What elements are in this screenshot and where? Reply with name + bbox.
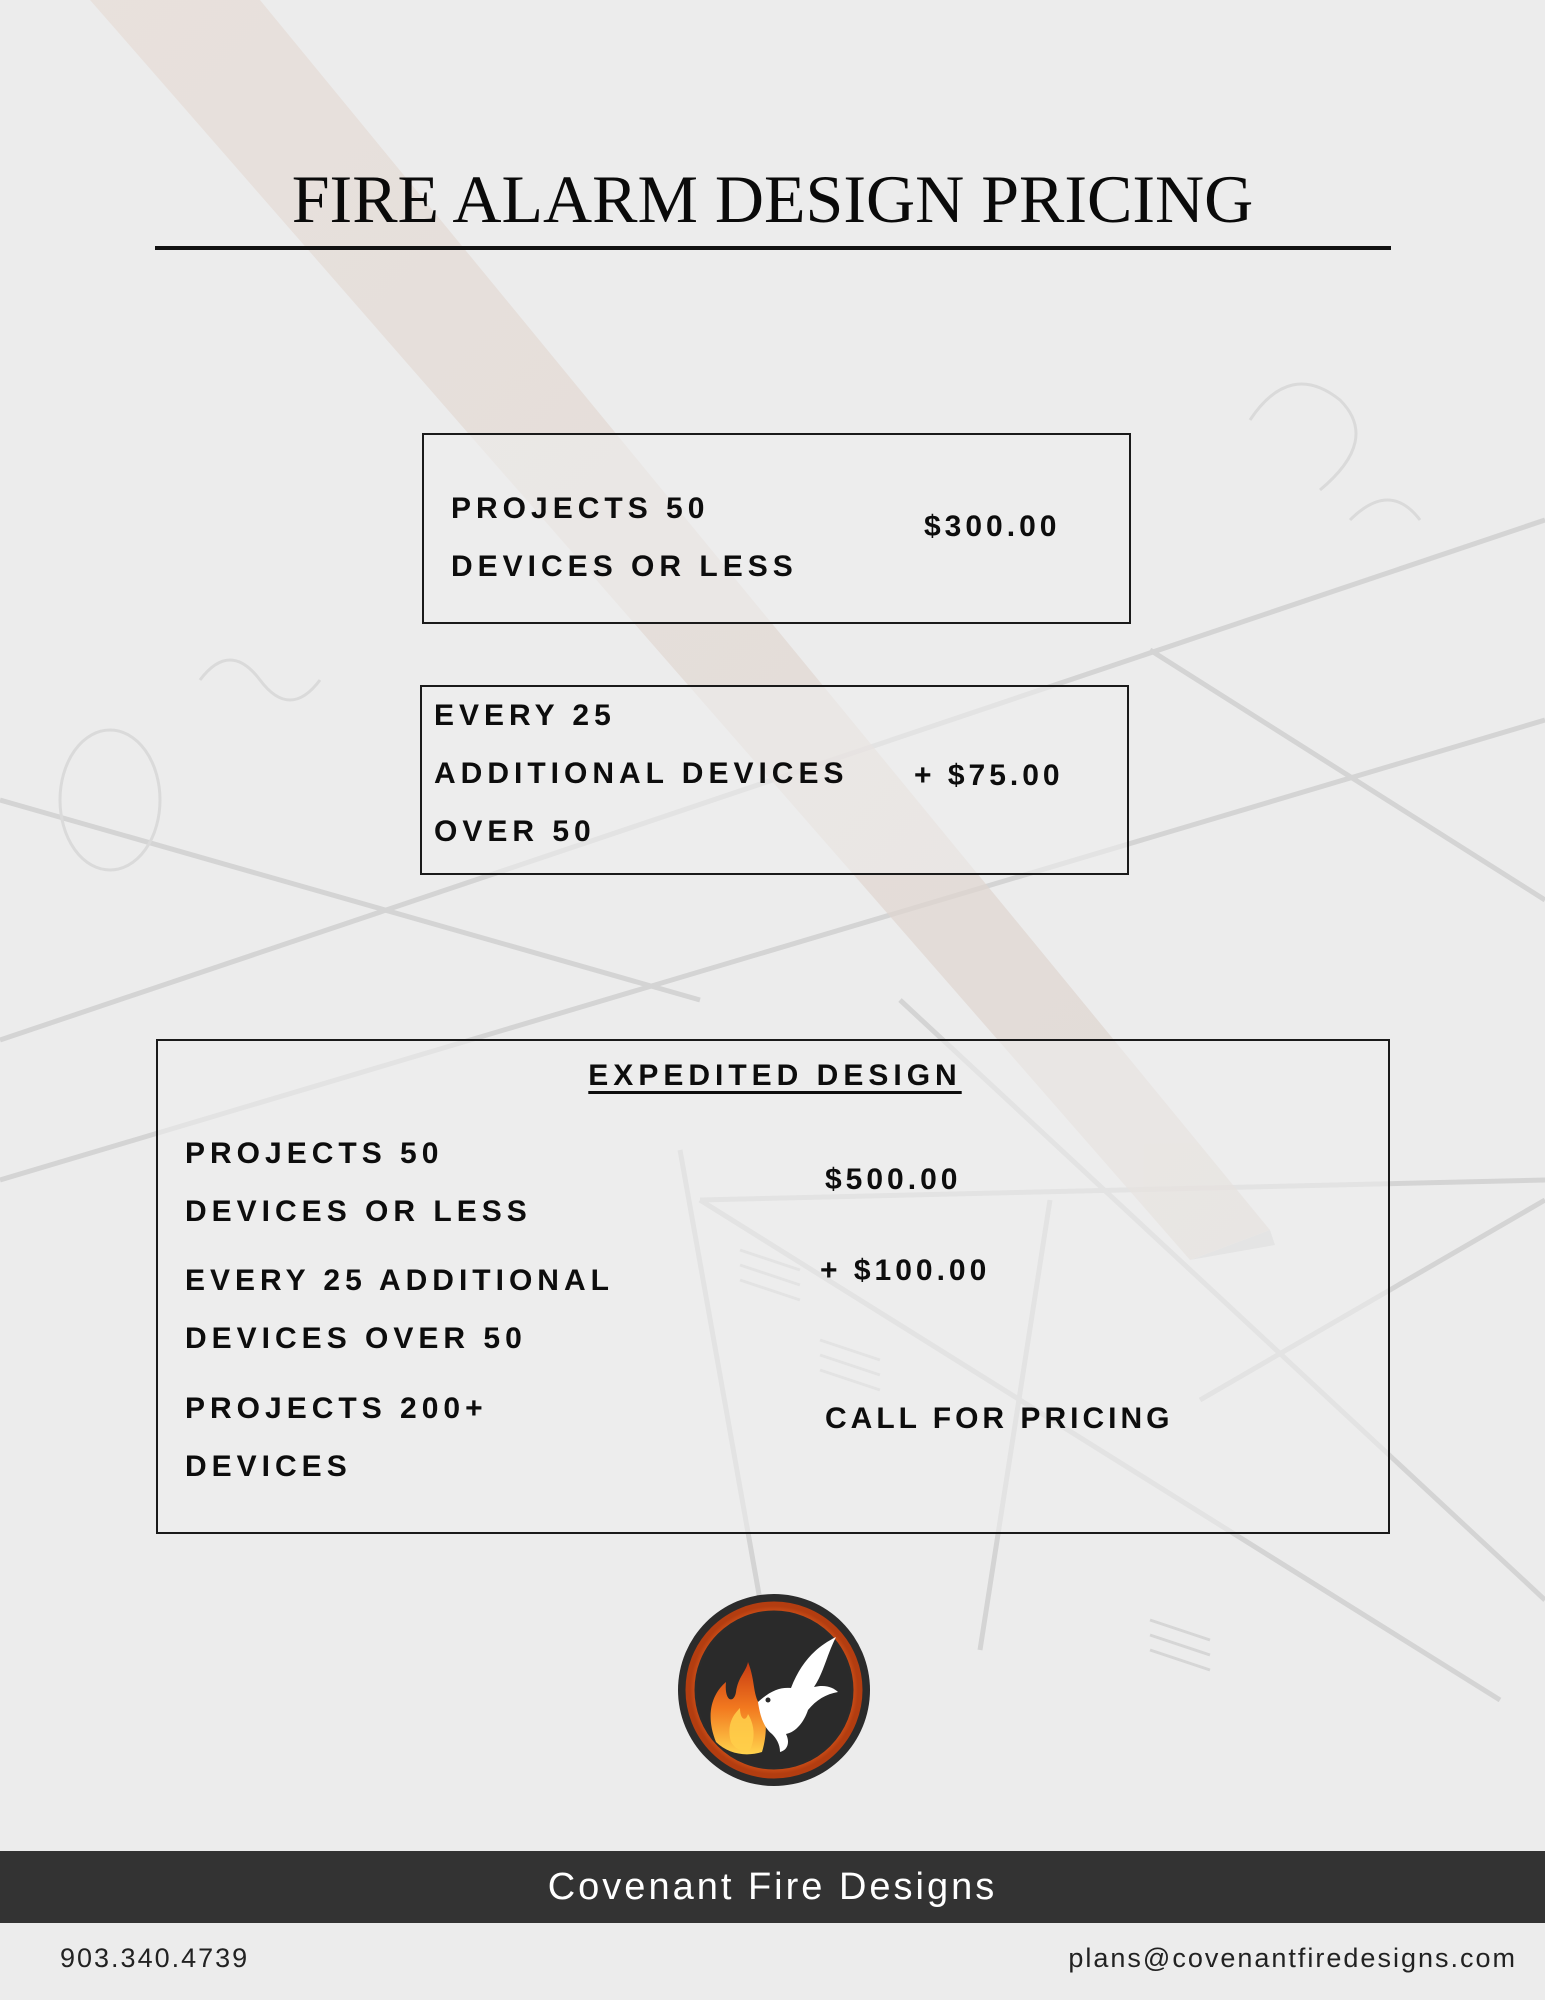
additional-devices-label-line-2: ADDITIONAL DEVICES: [434, 757, 849, 790]
expedited-row-3-label-line-2: DEVICES: [185, 1450, 352, 1483]
additional-devices-price: + $75.00: [914, 759, 1064, 792]
base-pricing-label-line-1: PROJECTS 50: [451, 492, 710, 525]
expedited-row-2-price: + $100.00: [820, 1254, 991, 1287]
expedited-row-1-label-line-2: DEVICES OR LESS: [185, 1195, 532, 1228]
page-title: FIRE ALARM DESIGN PRICING: [291, 161, 1254, 237]
base-pricing-label: [451, 480, 798, 596]
expedited-row-3-label: [185, 1380, 488, 1496]
base-pricing-box: [422, 433, 1131, 624]
expedited-row-3-label-line-1: PROJECTS 200+: [185, 1392, 488, 1425]
expedited-row-1-label: [185, 1125, 532, 1241]
expedited-row-3-price: CALL FOR PRICING: [825, 1402, 1174, 1435]
additional-devices-label-line-1: EVERY 25: [434, 699, 616, 732]
title-underline-divider: [155, 246, 1391, 250]
expedited-design-box: [156, 1039, 1390, 1534]
base-pricing-label-line-2: DEVICES OR LESS: [451, 550, 798, 583]
additional-devices-label-line-3: OVER 50: [434, 815, 596, 848]
footer-brand-name: Covenant Fire Designs: [547, 1866, 998, 1908]
expedited-row-2-label: [185, 1252, 614, 1368]
additional-devices-label: [434, 687, 848, 861]
footer-phone-number[interactable]: 903.340.4739: [60, 1943, 250, 1973]
expedited-row-1-price: $500.00: [825, 1163, 962, 1196]
footer-band: [0, 1851, 1545, 1923]
expedited-design-heading: EXPEDITED DESIGN: [588, 1059, 962, 1092]
dove-flame-logo-icon: [676, 1592, 872, 1788]
base-pricing-price: $300.00: [924, 510, 1061, 543]
expedited-row-1-label-line-1: PROJECTS 50: [185, 1137, 444, 1170]
expedited-row-2-label-line-2: DEVICES OVER 50: [185, 1322, 527, 1355]
footer-email-address[interactable]: plans@covenantfiredesigns.com: [1068, 1943, 1517, 1973]
additional-devices-pricing-box: [420, 685, 1129, 875]
expedited-row-2-label-line-1: EVERY 25 ADDITIONAL: [185, 1264, 614, 1297]
